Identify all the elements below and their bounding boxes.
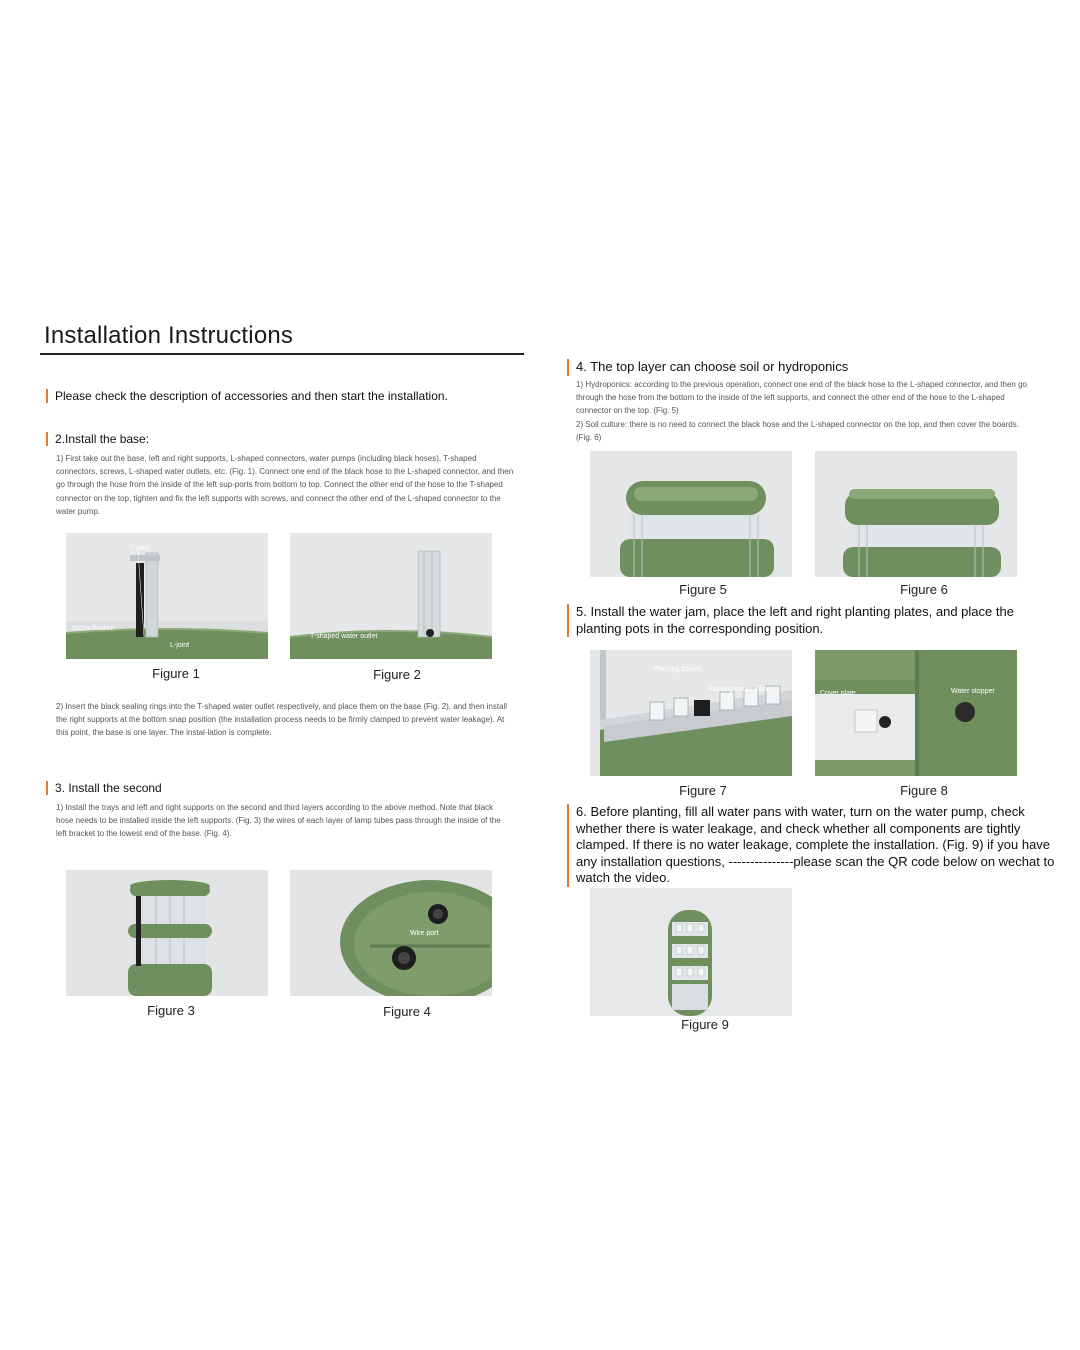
step3-heading: 3. Install the second — [46, 781, 162, 795]
intro-heading: Please check the description of accessories and then start the installation. — [46, 389, 525, 403]
step5-heading: 5. Install the water jam, place the left and right planting plates, and place the planting pots in the corresponding position. — [567, 604, 1031, 637]
figure-4-image — [290, 870, 492, 996]
step3-paragraph: 1) Install the trays and left and right supports on the second and third layers according to the above method. Note that black hose needs to be installed inside the left supports. (Fig. 3) the wires of each layer of lamp tubes pass through the inside of the left bracket to the lowest end of the base. (Fig. 4). — [56, 803, 501, 839]
figure-8-caption: Figure 8 — [900, 783, 948, 798]
figure-8-image — [815, 650, 1017, 776]
step4-heading: 4. The top layer can choose soil or hydroponics — [567, 359, 848, 376]
page-title: Installation Instructions — [44, 322, 294, 349]
label-planting-cover-plate: Planting cover plate — [708, 686, 770, 693]
figure-6-image — [815, 451, 1017, 577]
step2-heading: 2.Install the base: — [46, 432, 149, 446]
figure-9-image — [590, 888, 792, 1016]
figure-9-caption: Figure 9 — [681, 1017, 729, 1032]
figure-2-caption: Figure 2 — [373, 667, 421, 682]
label-l-joint: L-joint — [170, 642, 190, 649]
label-t-shaped-water-outlet: T-shaped water outlet — [310, 633, 378, 640]
step2-paragraph-2: 2) Insert the black sealing rings into the T-shaped water outlet respectively, and place them on the base (Fig. 2), and then install the right supports at the bottom snap position (the installation process needs to be firmly clamped to prevent water leakage). At this point, the base is one layer. The instal-lation is complete. — [56, 702, 508, 738]
label-wire-port: Wire port — [410, 930, 439, 937]
label-t-joint: T-joint — [130, 545, 150, 552]
figure-4-caption: Figure 4 — [383, 1004, 431, 1019]
figure-5-caption: Figure 5 — [679, 582, 727, 597]
label-planting-basket: Planting basket — [654, 666, 702, 673]
title-divider — [40, 353, 524, 355]
figure-1-image — [66, 533, 268, 659]
step4-paragraph: 1) Hydroponics: according to the previous operation, connect one end of the black hose to the L-shaped connector, and then go through the hose from the bottom to the inside of the left supports, and connect the other end of the hose to the L-shaped connector on the top. (Fig. 5) 2) Soil culture: there is no need to connect the black hose and the L-shaped connector on the top, and then cover the boards. (Fig. 6) — [576, 380, 1027, 442]
figure-5-image — [590, 451, 792, 577]
label-water-stopper: Water stopper — [951, 688, 995, 695]
step2-paragraph-1: 1) First take out the base, left and right supports, L-shaped connectors, water pumps (including black hoses), T-shaped connectors, screws, L-shaped water outlets, etc. (Fig. 1). Connect one end of the black hose to the L-shaped connector, and then go through the hose from the inside of the left sup-ports from bottom to top. Connect the other end of the hose to the T-shaped connector on the top, tighten and fix the left supports with screws, and connect the other end of the L-shaped connector to the water pump. — [56, 454, 514, 516]
figure-3-caption: Figure 3 — [147, 1003, 195, 1018]
figure-6-caption: Figure 6 — [900, 582, 948, 597]
figure-7-caption: Figure 7 — [679, 783, 727, 798]
label-screw-fixation: Screw fixation — [71, 625, 115, 632]
figure-1-caption: Figure 1 — [152, 666, 200, 681]
figure-3-image — [66, 870, 268, 996]
step6-heading: 6. Before planting, fill all water pans with water, turn on the water pump, check whether there is water leakage, and check whether all components are tightly clamped. If there is no water leakage, complete the installation. (Fig. 9) if you have any installation questions, ---------------please scan the QR code below on wechat to watch the video. — [567, 804, 1058, 887]
figure-2-image — [290, 533, 492, 659]
figure-7-image — [590, 650, 792, 776]
label-cover-plate: Cover plate — [820, 690, 856, 697]
